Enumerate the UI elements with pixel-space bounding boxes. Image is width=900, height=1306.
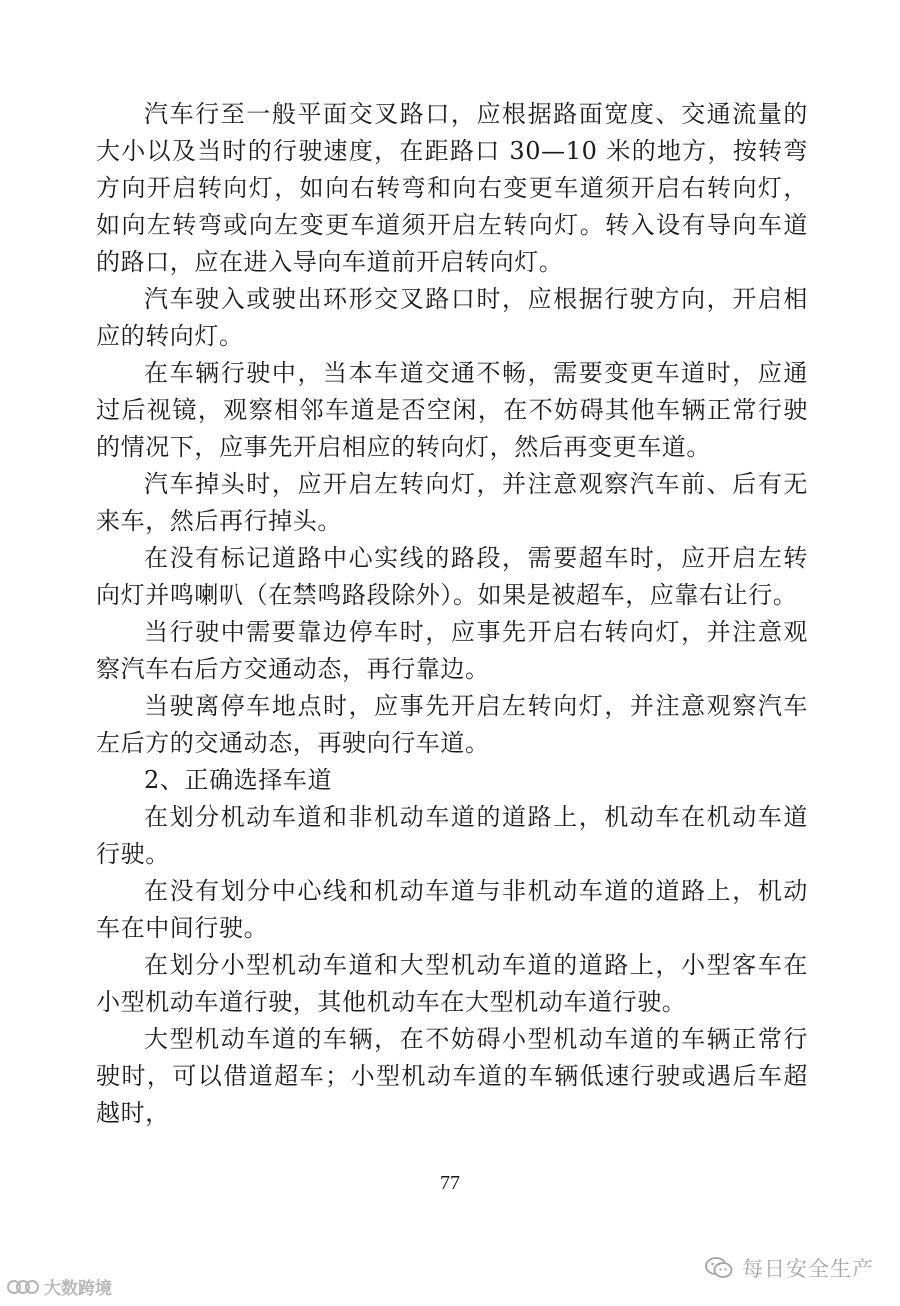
paragraph-small-large-lanes: 在划分小型机动车道和大型机动车道的道路上，小型客车在小型机动车道行驶，其他机动车在大型机动车道行驶。 xyxy=(96,951,808,1016)
paragraph-pull-over: 当行驶中需要靠边停车时，应事先开启右转向灯，并注意观察汽车右后方交通动态，再行靠边。 xyxy=(96,618,808,683)
paragraph-depart: 当驶离停车地点时，应事先开启左转向灯，并注意观察汽车左后方的交通动态，再驶向行车道。 xyxy=(96,692,808,757)
body-text xyxy=(96,96,808,1132)
paragraph-motor-lane: 在划分机动车道和非机动车道的道路上，机动车在机动车道行驶。 xyxy=(96,803,808,868)
watermark-right-text: 每日安全生产 xyxy=(742,1257,874,1281)
chain-icon xyxy=(6,1277,40,1297)
section-heading: 2、正确选择车道 xyxy=(144,766,333,794)
wechat-icon xyxy=(704,1255,734,1281)
paragraph-roundabout: 汽车驶入或驶出环形交叉路口时，应根据行驶方向，开启相应的转向灯。 xyxy=(96,285,808,350)
paragraph-turn-signal-intersection: 汽车行至一般平面交叉路口，应根据路面宽度、交通流量的大小以及当时的行驶速度，在距路口 30—10 米的地方，按转弯方向开启转向灯，如向右转弯和向右变更车道须开启右转向灯，如向左转弯或向左变更车道须开启左转向灯。转入设有导向车道的路口，应在进入导向车道前开启转向灯。 xyxy=(96,100,808,276)
paragraph-borrow-lane: 大型机动车道的车辆，在不妨碍小型机动车道的车辆正常行驶时，可以借道超车；小型机动车道的车辆低速行驶或遇后车超越时， xyxy=(96,1025,808,1127)
paragraph-u-turn: 汽车掉头时，应开启左转向灯，并注意观察汽车前、后有无来车，然后再行掉头。 xyxy=(96,470,808,535)
paragraph-overtaking: 在没有标记道路中心实线的路段，需要超车时，应开启左转向灯并鸣喇叭（在禁鸣路段除外）。如果是被超车，应靠右让行。 xyxy=(96,544,808,609)
watermark-wechat xyxy=(704,1253,874,1283)
watermark-left-text: 大数跨境 xyxy=(44,1279,112,1299)
paragraph-lane-change: 在车辆行驶中，当本车道交通不畅，需要变更车道时，应通过后视镜，观察相邻车道是否空闲，在不妨碍其他车辆正常行驶的情况下，应事先开启相应的转向灯，然后再变更车道。 xyxy=(96,359,808,461)
watermark-source xyxy=(6,1274,112,1299)
paragraph-no-center-line: 在没有划分中心线和机动车道与非机动车道的道路上，机动车在中间行驶。 xyxy=(96,877,808,942)
page-number: 77 xyxy=(440,1172,460,1194)
